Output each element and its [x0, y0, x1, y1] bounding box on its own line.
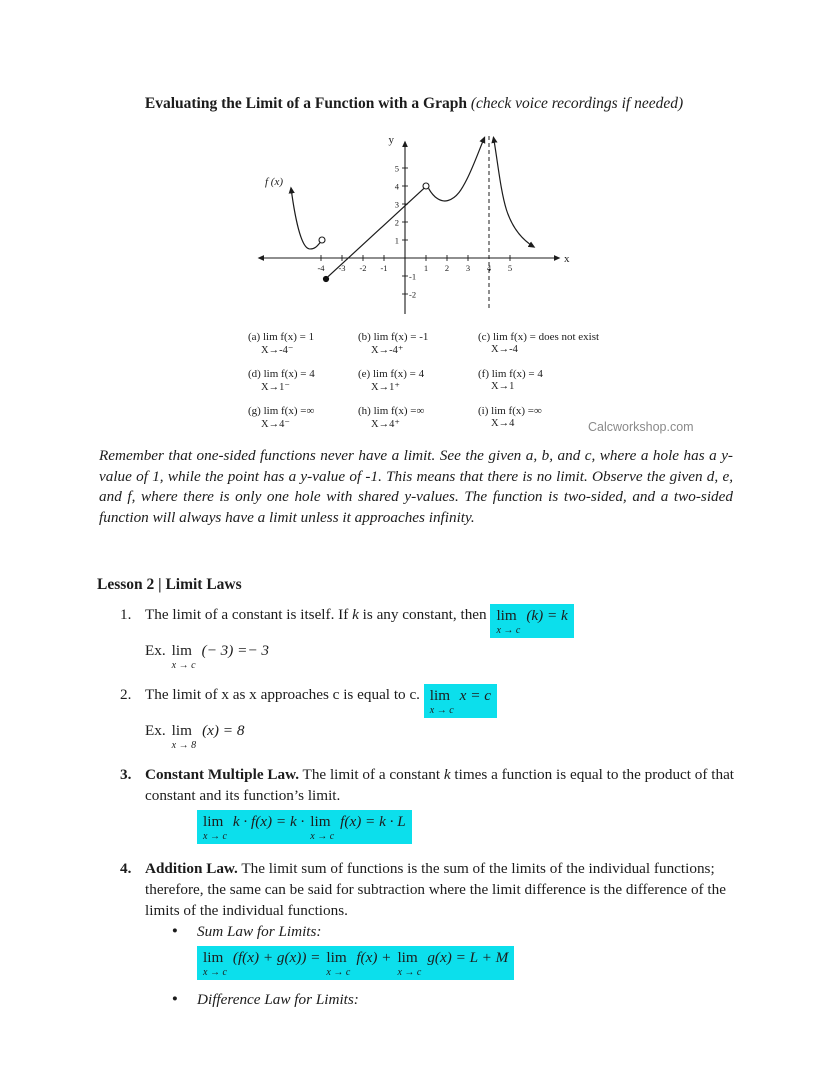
law-3-statement — [145, 764, 763, 806]
limit-law-item-3 — [97, 764, 763, 853]
page-title-note: (check voice recordings if needed) — [470, 95, 684, 112]
lim-operator: lim x → 8 — [171, 722, 197, 751]
answer-d-expression: (d) lim f(x) = 4 — [248, 368, 315, 380]
item-4-body — [145, 858, 763, 1010]
lim-operator: lim x → c — [496, 607, 521, 636]
page-title — [0, 95, 828, 113]
answer-d-approach: X→1⁻ — [261, 382, 290, 393]
function-graph — [245, 128, 575, 326]
right-branch-curve — [494, 138, 535, 248]
law-2-formula-highlight — [424, 684, 497, 718]
answer-f-approach: X→1 — [491, 381, 515, 392]
lim-operator: lim x → c — [397, 949, 422, 978]
page-title-main: Evaluating the Limit of a Function with a Graph — [144, 95, 467, 112]
linear-segment — [328, 188, 424, 276]
answer-b — [358, 331, 478, 356]
example-prefix: Ex. — [145, 722, 166, 739]
y-tick-neg1: -1 — [409, 271, 417, 282]
y-tick-2: 2 — [394, 217, 399, 228]
formula-body: g(x) = L + M — [427, 949, 509, 966]
y-tick-5: 5 — [394, 163, 399, 174]
x-tick-neg3: -3 — [338, 263, 346, 273]
answer-i-approach: X→4 — [491, 418, 515, 429]
example-body: (x) = 8 — [202, 722, 245, 739]
law-4-text: The limit sum of functions is the sum of the limits of the individual functions; therefore, the same can be said for subtraction where the limit difference is the difference of the limits of the individual functions. — [145, 860, 726, 919]
law-2-example — [145, 721, 763, 751]
graph-svg — [245, 128, 575, 326]
answer-g-approach: X→4⁻ — [261, 419, 290, 430]
limit-law-item-1 — [97, 604, 763, 679]
formula-body: k · f(x) = k · — [232, 813, 305, 830]
law-1-statement — [145, 604, 763, 638]
formula-body: f(x) + — [356, 949, 392, 966]
y-tick-3: 3 — [394, 199, 399, 210]
y-tick-1: 1 — [394, 235, 399, 246]
watermark: Calcworkshop.com — [588, 420, 694, 434]
answer-e — [358, 368, 478, 393]
x-tick-neg2: -2 — [359, 263, 367, 273]
answer-i-expression: (i) lim f(x) =∞ — [478, 405, 542, 417]
law-3-k-variable: k — [443, 766, 451, 783]
lim-operator: lim x → c — [310, 813, 335, 842]
answer-f — [478, 368, 663, 393]
function-label: f (x) — [265, 176, 284, 188]
y-tick-neg2: -2 — [409, 289, 417, 300]
formula-body: (k) = k — [526, 607, 568, 624]
item-2-body — [145, 684, 763, 759]
lesson-heading: Lesson 2 | Limit Laws — [97, 576, 242, 593]
limit-law-item-4 — [97, 858, 763, 1010]
sum-law-formula-highlight — [197, 946, 514, 980]
note-paragraph: Remember that one-sided functions never have a limit. See the given a, b, and c, where a hole has a y-value of 1, while the point has a y-value of -1. This means that there is no limit. Observe the given d, e, and f, where there is only one hole with shared y-values. The function is two-sided, and a two-sided function will always have a limit unless it approaches infinity. — [99, 447, 733, 526]
law-2-example-math — [145, 721, 244, 751]
x-tick-neg4: -4 — [317, 263, 325, 273]
limit-answers-grid — [248, 331, 663, 430]
answer-h-expression: (h) lim f(x) =∞ — [358, 405, 425, 417]
formula-body: (f(x) + g(x)) = — [232, 949, 321, 966]
answer-e-expression: (e) lim f(x) = 4 — [358, 368, 425, 380]
formula-body: x = c — [459, 687, 491, 704]
lim-operator: lim x → c — [203, 949, 227, 978]
bullet-icon: ● — [172, 926, 178, 936]
lim-operator: lim x → c — [429, 687, 454, 716]
item-2-number: 2. — [120, 686, 132, 703]
law-1-text-a: The limit of a constant is itself. If — [145, 606, 353, 623]
y-tick-4: 4 — [394, 181, 399, 192]
answer-c-expression: (c) lim f(x) = does not exist — [478, 331, 600, 343]
answer-f-expression: (f) lim f(x) = 4 — [478, 368, 543, 380]
item-3-body — [145, 764, 763, 853]
left-branch-curve — [291, 188, 320, 249]
law-1-k-variable: k — [352, 606, 359, 623]
x-tick-2: 2 — [444, 263, 450, 273]
law-3-text-a: The limit of a constant — [299, 766, 444, 783]
answer-c — [478, 331, 663, 356]
hole-at-1-4 — [423, 183, 429, 189]
answer-h — [358, 405, 478, 430]
limit-law-item-2 — [97, 684, 763, 759]
x-tick-3: 3 — [465, 263, 471, 273]
law-4-name: Addition Law. — [145, 860, 238, 877]
answer-h-approach: X→4⁺ — [371, 419, 400, 430]
law-1-formula-highlight — [490, 604, 573, 638]
limit-laws-list — [97, 604, 763, 1015]
difference-law-label: Difference Law for Limits: — [197, 991, 359, 1008]
middle-branch-curve — [429, 138, 485, 201]
law-1-text-b: is any constant, then — [358, 606, 487, 623]
formula-body: f(x) = k · L — [340, 813, 406, 830]
law-3-formula-highlight — [197, 810, 412, 844]
bullet-icon: ● — [172, 994, 178, 1004]
item-3-number: 3. — [120, 766, 132, 783]
x-tick-1: 1 — [423, 263, 429, 273]
answer-d — [248, 368, 358, 393]
law-2-text: The limit of x as x approaches c is equal to c. — [145, 686, 420, 703]
sum-law-formula — [197, 946, 763, 980]
law-4-statement — [145, 858, 763, 921]
x-tick-neg1: -1 — [380, 263, 388, 273]
item-4-number: 4. — [120, 860, 132, 877]
law-3-text-b: times a function is equal to the product of that constant and its function’s limit. — [145, 766, 735, 804]
answer-e-approach: X→1⁺ — [371, 382, 400, 393]
answer-g-expression: (g) lim f(x) =∞ — [248, 405, 315, 417]
item-1-body — [145, 604, 763, 679]
hole-at-neg4-1 — [319, 237, 325, 243]
lim-operator: lim x → c — [326, 949, 351, 978]
answer-b-approach: X→-4⁺ — [371, 345, 404, 356]
x-axis-label: x — [564, 253, 570, 265]
law-3-formula — [197, 810, 763, 844]
law-1-example — [145, 641, 763, 671]
example-prefix: Ex. — [145, 642, 166, 659]
answer-a-expression: (a) lim f(x) = 1 — [248, 331, 315, 343]
y-axis-label: y — [388, 134, 394, 146]
x-tick-5: 5 — [507, 263, 513, 273]
law-3-name: Constant Multiple Law. — [145, 766, 300, 783]
x-tick-4: 4 — [486, 263, 492, 273]
lim-operator: lim x → c — [171, 642, 196, 671]
answer-a-approach: X→-4⁻ — [261, 345, 294, 356]
sum-law-label: Sum Law for Limits: — [197, 923, 322, 940]
answer-b-expression: (b) lim f(x) = -1 — [358, 331, 429, 343]
law-1-example-math — [145, 641, 269, 671]
answer-a — [248, 331, 358, 356]
sum-law-bullet — [172, 921, 763, 942]
answer-g — [248, 405, 358, 430]
difference-law-bullet — [172, 989, 763, 1010]
item-1-number: 1. — [120, 606, 132, 623]
example-body: (− 3) =− 3 — [201, 642, 270, 659]
answer-c-approach: X→-4 — [491, 344, 518, 355]
lim-operator: lim x → c — [203, 813, 227, 842]
law-2-statement — [145, 684, 763, 718]
